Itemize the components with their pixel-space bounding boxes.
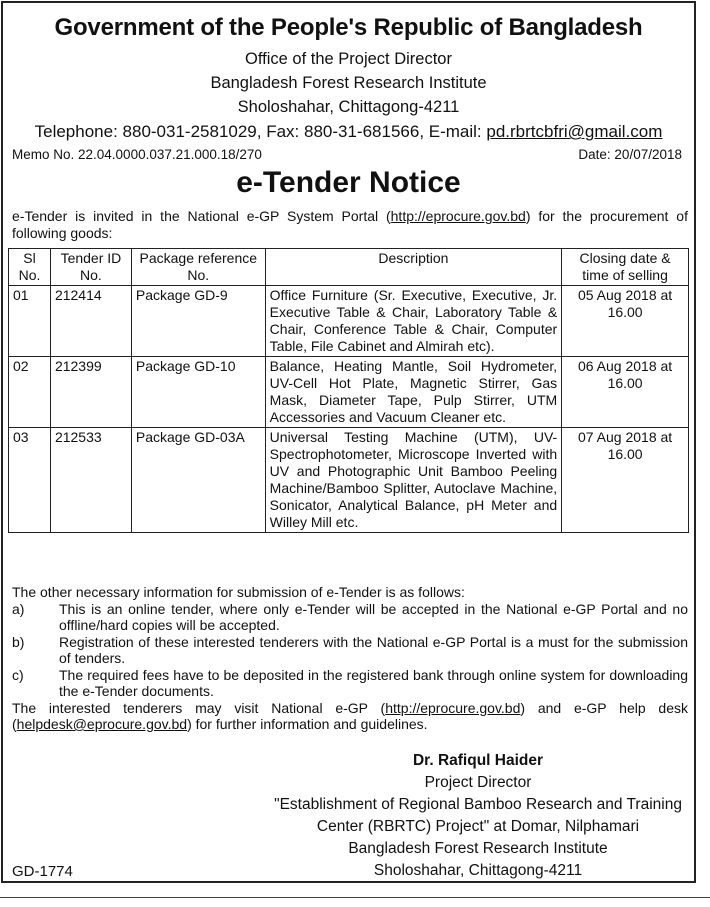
cell-description: Office Furniture (Sr. Executive, Executive, Jr. Executive Table & Chair, Laboratory Table & Chair, Conference Table & Chair, Computer Table, File Cabinet and Almirah etc). <box>265 286 562 357</box>
visit-text-mid: ) and e-GP help desk <box>520 699 688 716</box>
col-id-label: Tender ID <box>60 250 122 266</box>
helpdesk-line <box>12 716 688 733</box>
signatory-designation: Project Director <box>424 774 532 791</box>
table-row <box>9 428 689 533</box>
contact-text: Telephone: 880-031-2581029, Fax: 880-31-681566, E-mail: <box>34 122 487 141</box>
condition-text: This is an online tender, where only e-Tender will be accepted in the National e-GP Portal and no offline/hard copies will be accepted. <box>59 600 688 633</box>
info-section <box>12 584 688 733</box>
cell-closing: 05 Aug 2018 at 16.00 <box>562 286 689 357</box>
cell-tender-id: 212414 <box>50 286 131 357</box>
office-line: Office of the Project Director <box>245 50 452 68</box>
condition-text: Registration of these interested tenderers with the National e-GP Portal is a must for the submission of tenders. <box>59 633 688 666</box>
bottom-rule <box>0 897 710 898</box>
condition-text: The required fees have to be deposited in the registered bank through online system for downloading the e-Tender documents. <box>59 666 688 699</box>
cell-package: Package GD-10 <box>131 357 265 428</box>
signatory-name: Dr. Rafiqul Haider <box>412 752 544 769</box>
condition-label: c) <box>12 666 24 683</box>
col-pkg-sublabel: No. <box>187 267 210 283</box>
col-tender-id-header <box>50 249 131 286</box>
tender-table <box>8 248 689 533</box>
egp-portal-link[interactable]: http://eprocure.gov.bd <box>385 699 521 716</box>
institute-line: Bangladesh Forest Research Institute <box>210 74 487 92</box>
col-description-header: Description <box>265 249 562 286</box>
notice-code: GD-1774 <box>12 863 73 880</box>
helpdesk-text-end: ) for further information and guidelines. <box>187 716 428 732</box>
cell-tender-id: 212533 <box>50 428 131 533</box>
intro-paragraph <box>12 208 688 242</box>
col-id-sublabel: No. <box>80 267 102 283</box>
email-link[interactable]: pd.rbrtcbfri@gmail.com <box>486 122 663 141</box>
project-name-line-1: "Establishment of Regional Bamboo Research and Training <box>274 796 682 813</box>
col-close-sublabel: time of selling <box>582 267 668 283</box>
cell-package: Package GD-03A <box>131 428 265 533</box>
col-close-label: Closing date & <box>579 250 671 266</box>
cell-tender-id: 212399 <box>50 357 131 428</box>
cell-closing: 07 Aug 2018 at 16.00 <box>562 428 689 533</box>
intro-text-start: e-Tender is invited in the National e-GP System Portal ( <box>12 208 391 224</box>
memo-number: Memo No. 22.04.0000.037.21.000.18/270 <box>12 147 262 162</box>
cell-closing: 06 Aug 2018 at 16.00 <box>562 357 689 428</box>
condition-item <box>12 601 688 634</box>
condition-label: a) <box>12 600 25 617</box>
signatory-address: Sholoshahar, Chittagong-4211 <box>373 862 583 879</box>
signatory-institute: Bangladesh Forest Research Institute <box>348 840 608 857</box>
address-line: Sholoshahar, Chittagong-4211 <box>237 98 460 116</box>
notice-date: Date: 20/07/2018 <box>578 147 682 162</box>
project-name-line-2: Center (RBRTC) Project" at Domar, Nilphamari <box>316 818 640 835</box>
visit-text-start: The interested tenderers may visit National e-GP ( <box>12 699 386 716</box>
condition-item <box>12 634 688 667</box>
info-lead: The other necessary information for submission of e-Tender is as follows: <box>12 584 465 600</box>
government-heading: Government of the People's Republic of Bangladesh <box>54 14 643 41</box>
page-title: e-Tender Notice <box>236 166 461 199</box>
cell-description: Universal Testing Machine (UTM), UV-Spectrophotometer, Microscope Inverted with UV and Photographic Unit Bamboo Peeling Machine/Bamboo Splitter, Autoclave Machine, Sonicator, Analytical Balance, pH Meter and Willey Mill etc. <box>265 428 562 533</box>
helpdesk-email-link[interactable]: helpdesk@eprocure.gov.bd <box>16 716 188 732</box>
cell-description: Balance, Heating Mantle, Soil Hydrometer, UV-Cell Hot Plate, Magnetic Stirrer, Gas Mask, Diameter Tape, Pulp Stirrer, UTM Accessories and Vacuum Cleaner etc. <box>265 357 562 428</box>
table-row <box>9 286 689 357</box>
col-closing-header <box>562 249 689 286</box>
visit-line <box>12 700 688 717</box>
table-header-row <box>9 249 689 286</box>
col-sl-sublabel: No. <box>18 267 41 283</box>
contact-line <box>0 122 697 142</box>
intro-text-end: ) for the procurement of following goods: <box>12 208 688 241</box>
cell-package: Package GD-9 <box>131 286 265 357</box>
col-sl-header <box>9 249 51 286</box>
condition-label: b) <box>12 633 25 650</box>
col-pkg-label: Package reference <box>139 250 258 266</box>
eprocure-link[interactable]: http://eprocure.gov.bd <box>390 208 526 224</box>
condition-item <box>12 667 688 700</box>
cell-sl: 02 <box>9 357 51 428</box>
table-row <box>9 357 689 428</box>
helpdesk-paren: ( <box>12 716 17 732</box>
col-sl-label: Sl <box>23 250 36 266</box>
cell-sl: 03 <box>9 428 51 533</box>
col-package-header <box>131 249 265 286</box>
signature-block <box>258 750 698 882</box>
cell-sl: 01 <box>9 286 51 357</box>
